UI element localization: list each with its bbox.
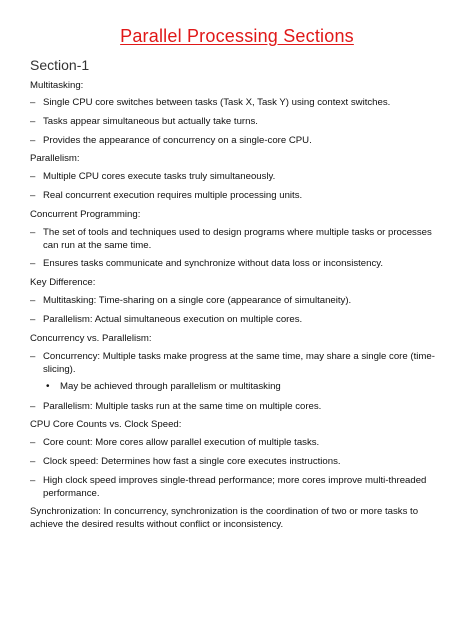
list-item: – Tasks appear simultaneous but actually take turns. [30,116,258,127]
dash-bullet-icon: – [30,314,36,325]
section-heading: Section-1 [30,57,90,73]
sub-list-item: • May be achieved through parallelism or multitasking [46,381,281,392]
dash-bullet-icon: – [30,171,36,182]
list-item: – Core count: More cores allow parallel execution of multiple tasks. [30,437,320,448]
dash-bullet-icon: – [30,456,36,467]
dash-bullet-icon: – [30,190,36,201]
list-item: – Clock speed: Determines how fast a single core executes instructions. [30,456,341,467]
list-item: – Ensures tasks communicate and synchronize without data loss or inconsistency. [30,258,384,269]
list-item: – The set of tools and techniques used to design programs where multiple tasks or processes can run at the same time. [30,227,432,251]
concurrency-vs-parallelism-heading: Concurrency vs. Parallelism: [30,333,152,344]
dash-bullet-icon: – [30,401,36,412]
dash-bullet-icon: – [30,437,36,448]
synchronization-paragraph: Synchronization: In concurrency, synchronization is the coordination of two or more tasks to achieve the desired results without conflict or inconsistency. [30,506,419,530]
list-item: – Provides the appearance of concurrency on a single-core CPU. [30,135,312,146]
document-title: Parallel Processing Sections [120,26,354,46]
list-item: – Concurrency: Multiple tasks make progress at the same time, may share a single core (time-slicing). [30,351,435,375]
round-bullet-icon: • [46,381,50,392]
list-item: – Single CPU core switches between tasks (Task X, Task Y) using context switches. [30,97,391,108]
cpu-core-counts-heading: CPU Core Counts vs. Clock Speed: [30,419,182,430]
list-item: – Parallelism: Multiple tasks run at the same time on multiple cores. [30,401,322,412]
list-item: – Real concurrent execution requires multiple processing units. [30,190,303,201]
dash-bullet-icon: – [30,135,36,146]
concurrent-programming-heading: Concurrent Programming: [30,209,141,220]
dash-bullet-icon: – [30,116,36,127]
list-item: – Multiple CPU cores execute tasks truly simultaneously. [30,171,276,182]
dash-bullet-icon: – [30,351,36,362]
dash-bullet-icon: – [30,97,36,108]
dash-bullet-icon: – [30,258,36,269]
parallelism-heading: Parallelism: [30,153,80,164]
list-item: – Multitasking: Time-sharing on a single core (appearance of simultaneity). [30,295,352,306]
multitasking-heading: Multitasking: [30,80,84,91]
dash-bullet-icon: – [30,475,36,486]
list-item: – High clock speed improves single-thread performance; more cores improve multi-threaded performance. [30,475,427,499]
list-item: – Parallelism: Actual simultaneous execution on multiple cores. [30,314,303,325]
key-difference-heading: Key Difference: [30,277,96,288]
dash-bullet-icon: – [30,295,36,306]
dash-bullet-icon: – [30,227,36,238]
